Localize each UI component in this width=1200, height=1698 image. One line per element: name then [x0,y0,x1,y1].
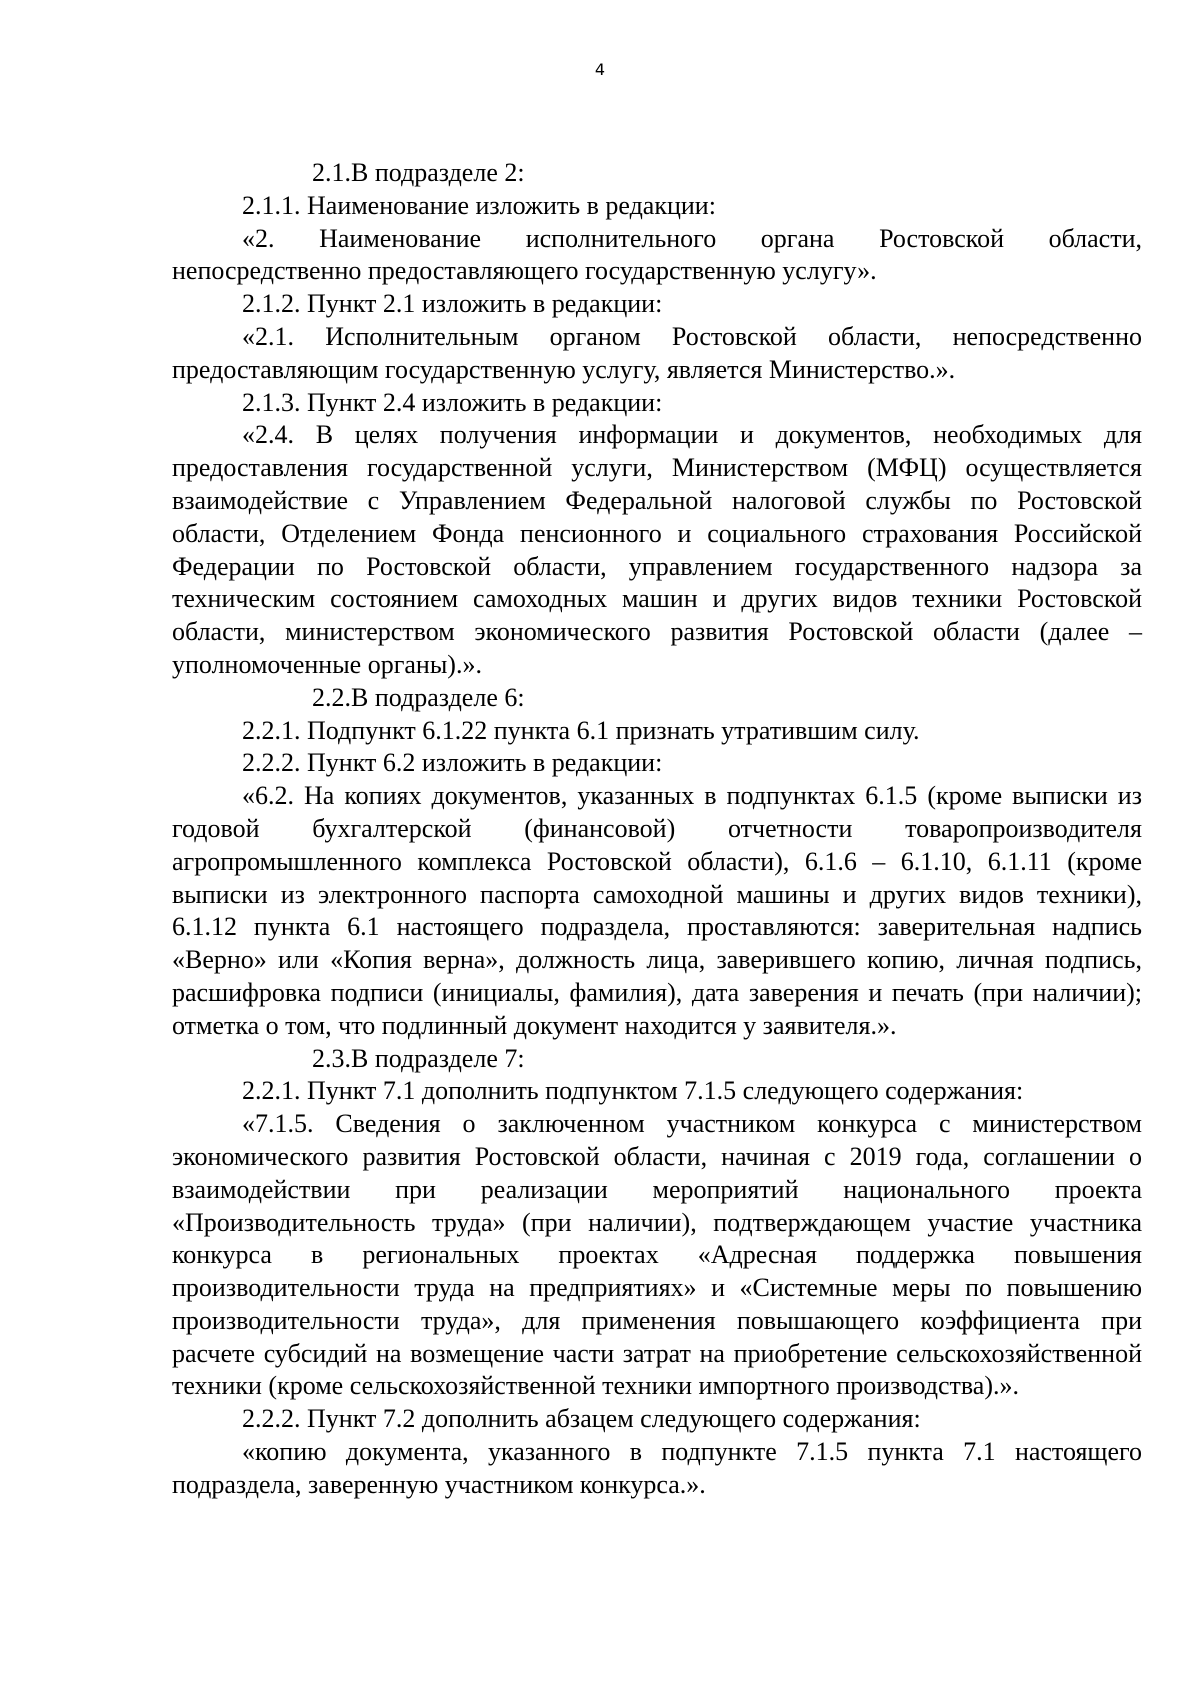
paragraph [172,1043,1142,1076]
paragraph-number: 2.3. [312,1043,351,1073]
paragraph: 2.2.1. Подпункт 6.1.22 пункта 6.1 признать утратившим силу. [242,715,920,745]
paragraph [172,682,1142,715]
paragraph [172,157,1142,190]
paragraph: «6.2. На копиях документов, указанных в подпунктах 6.1.5 (кроме выписки из годовой бухгалтерской (финансовой) отчетности товаропроизводителя агропромышленного комплекса Ростовской области), 6.1.6 – 6.1.10, 6.1.11 (кроме выписки из электронного паспорта самоходной машины и других видов техники), 6.1.12 пункта 6.1 настоящего подраздела, проставляются: заверительная надпись «Верно» или «Копия верна», должность лица, заверившего копию, личная подпись, расшифровка подписи (инициалы, фамилия), дата заверения и печать (при наличии); отметка о том, что подлинный документ находится у заявителя.». [172,781,1142,1040]
paragraph: 2.2.1. Пункт 7.1 дополнить подпунктом 7.1.5 следующего содержания: [242,1076,1024,1106]
paragraph: «2.4. В целях получения информации и документов, необходимых для предоставления государственной услуги, Министерством (МФЦ) осуществляется взаимодействие с Управлением Федеральной налоговой службы по Ростовской области, Отделением Фонда пенсионного и социального страхования Российской Федерации по Ростовской области, управлением государственного надзора за техническим состоянием самоходных машин и других видов техники Ростовской области, министерством экономического развития Ростовской области (далее – уполномоченные органы).». [172,420,1142,679]
paragraph-text: В подразделе 6: [351,682,525,712]
page-number: 4 [594,60,606,79]
document-body [172,157,1142,1502]
paragraph: «7.1.5. Сведения о заключенном участником конкурса с министерством экономического развития Ростовской области, начиная с 2019 года, соглашении о взаимодействии при реализации мероприятий национального проекта «Производительность труда» (при наличии), подтверждающем участие участника конкурса в региональных проектах «Адресная поддержка повышения производительности труда на предприятиях» и «Системные меры по повышению производительности труда», для применения повышающего коэффициента при расчете субсидий на возмещение части затрат на приобретение сельскохозяйственной техники (кроме сельскохозяйственной техники импортного производства).». [172,1109,1142,1401]
paragraph-text: В подразделе 7: [351,1043,525,1073]
paragraph: «копию документа, указанного в подпункте 7.1.5 пункта 7.1 настоящего подраздела, заверенную участником конкурса.». [172,1437,1142,1499]
paragraph: 2.1.3. Пункт 2.4 изложить в редакции: [242,387,663,417]
paragraph: 2.2.2. Пункт 6.2 изложить в редакции: [242,748,663,778]
paragraph-number: 2.1. [312,158,351,187]
paragraph: «2.1. Исполнительным органом Ростовской области, непосредственно предоставляющим государственную услугу, является Министерство.». [172,321,1142,384]
paragraph-number: 2.2. [312,682,351,712]
paragraph: 2.2.2. Пункт 7.2 дополнить абзацем следующего содержания: [242,1404,921,1434]
paragraph: 2.1.1. Наименование изложить в редакции: [242,190,716,220]
paragraph-text: В подразделе 2: [351,158,525,187]
paragraph: «2. Наименование исполнительного органа Ростовской области, непосредственно предоставляющего государственную услугу». [172,223,1142,286]
paragraph: 2.1.2. Пункт 2.1 изложить в редакции: [242,289,663,319]
